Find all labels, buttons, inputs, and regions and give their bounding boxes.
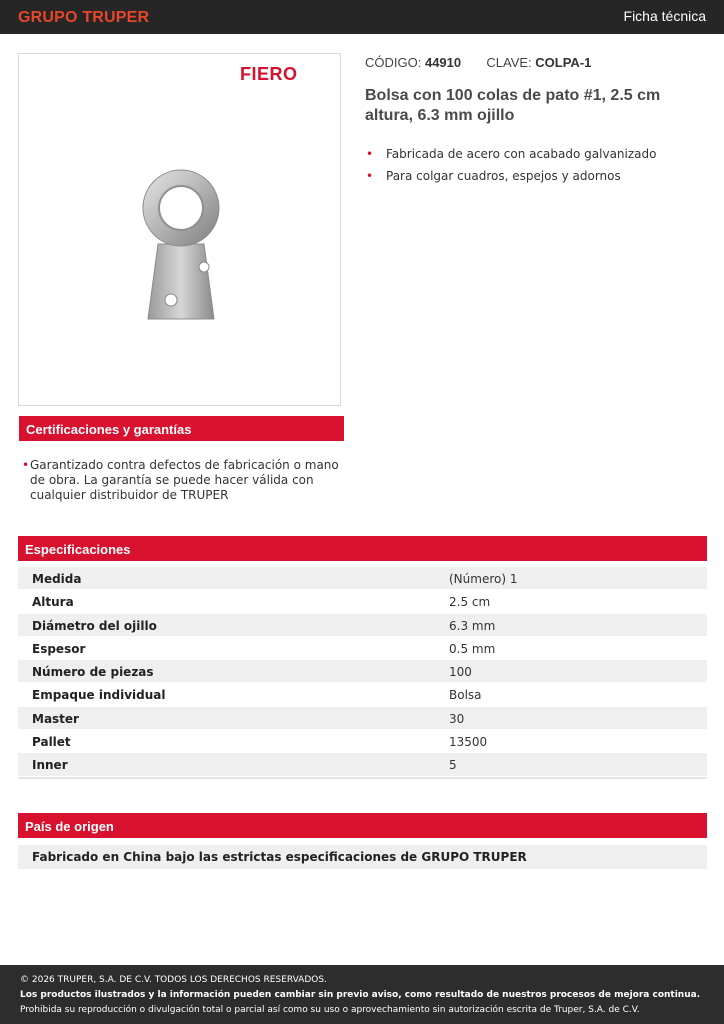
- feature-item: • Para colgar cuadros, espejos y adornos: [366, 169, 621, 183]
- table-row: Master 30: [18, 707, 707, 730]
- table-row: Pallet 13500: [18, 730, 707, 753]
- certifications-header: Certificaciones y garantías: [19, 416, 344, 441]
- origin-row: Fabricado en China bajo las estrictas especificaciones de GRUPO TRUPER: [18, 845, 707, 869]
- clave-label: CLAVE:: [486, 55, 532, 70]
- product-image-panel: [18, 53, 341, 406]
- clave-value: COLPA-1: [535, 55, 592, 70]
- table-row: Altura 2.5 cm: [18, 590, 707, 613]
- bullet-icon: •: [22, 458, 30, 472]
- table-row: Empaque individual Bolsa: [18, 683, 707, 706]
- origin-header: País de origen: [18, 813, 707, 838]
- warranty-item: • Garantizado contra defectos de fabricación o mano de obra. La garantía se puede hacer válida con cualquier distribuidor de TRUPER: [22, 458, 339, 502]
- product-codes: [365, 55, 591, 70]
- table-divider: [18, 777, 707, 779]
- disclaimer-text: Los productos ilustrados y la información pueden cambiar sin previo aviso, como resultado de nuestros procesos de mejora continua.: [20, 990, 701, 1000]
- table-row: Diámetro del ojillo 6.3 mm: [18, 614, 707, 637]
- table-row: Medida (Número) 1: [18, 567, 707, 590]
- brand-logo: GRUPO TRUPER: [18, 9, 150, 26]
- bullet-icon: •: [366, 147, 374, 161]
- codigo-label: CÓDIGO:: [365, 55, 422, 70]
- table-row: Número de piezas 100: [18, 660, 707, 683]
- table-row: Inner 5: [18, 753, 707, 776]
- hanger-eyelet-image: [134, 164, 229, 379]
- fiero-logo: FIERO: [240, 64, 298, 84]
- copyright-text: © 2026 TRUPER, S.A. DE C.V. TODOS LOS DERECHOS RESERVADOS.: [20, 975, 327, 985]
- feature-list: [365, 146, 656, 190]
- specifications-header: Especificaciones: [18, 536, 707, 561]
- top-bar: [0, 0, 724, 34]
- codigo-value: 44910: [424, 55, 462, 70]
- footer: [0, 965, 724, 1024]
- specifications-table: [18, 567, 707, 777]
- bullet-icon: •: [366, 169, 374, 183]
- document-type-label: Ficha técnica: [623, 8, 706, 24]
- product-title: Bolsa con 100 colas de pato #1, 2.5 cm altura, 6.3 mm ojillo: [365, 87, 661, 124]
- feature-item: • Fabricada de acero con acabado galvanizado: [366, 147, 657, 161]
- reproduction-notice: Prohibida su reproducción o divulgación total o parcial así como su uso o aprovechamiento sin autorización escrita de Truper, S.A. de C.V.: [20, 1005, 640, 1015]
- table-row: Espesor 0.5 mm: [18, 637, 707, 660]
